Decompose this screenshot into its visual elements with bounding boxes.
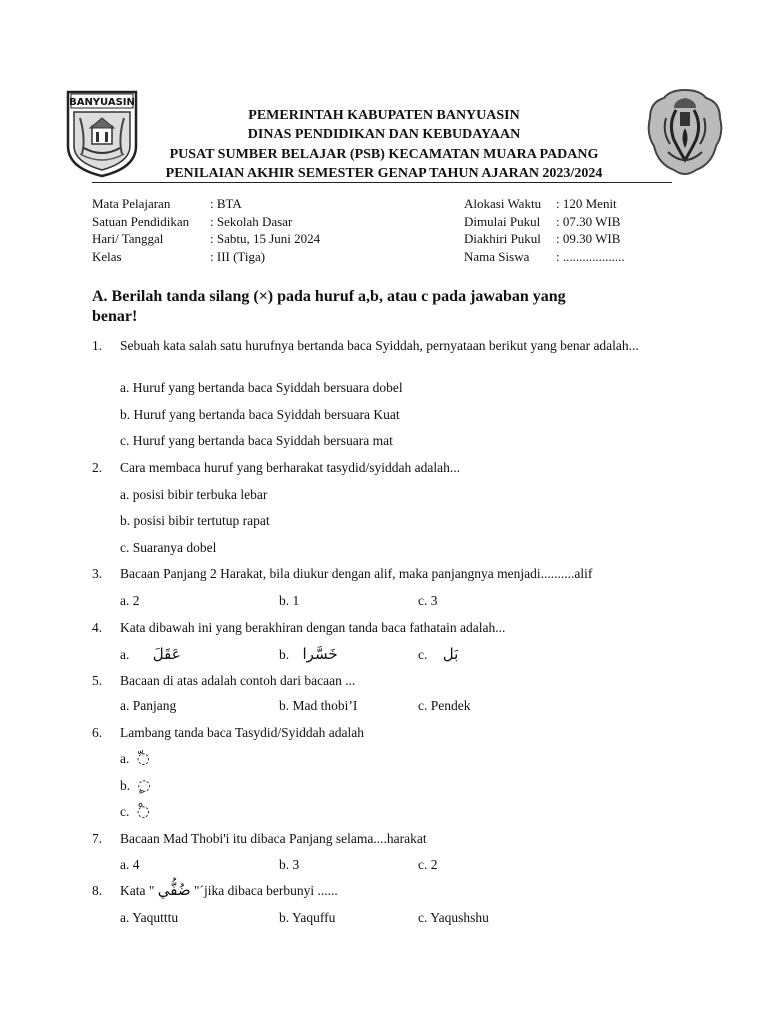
question-text: Sebuah kata salah satu hurufnya bertanda baca Syiddah, pernyataan berikut yang benar adalah...: [120, 338, 639, 353]
option-a[interactable]: a. عَقَلَ: [120, 645, 181, 663]
option-a[interactable]: a. Yaqutttu: [120, 910, 179, 925]
exam-info-right: [464, 195, 684, 265]
option-b[interactable]: b. Mad thobi’I: [279, 698, 358, 713]
tut-wuri-handayani-logo: [646, 88, 724, 178]
question-number: 8.: [92, 883, 103, 898]
option-c[interactable]: c. ◌ْ: [120, 802, 150, 820]
question-text: Bacaan Panjang 2 Harakat, bila diukur dengan alif, maka panjangnya menjadi..........alif: [120, 566, 593, 581]
info-row-end: Diakhiri Pukul : 09.30 WIB: [464, 231, 621, 246]
option-b[interactable]: b. posisi bibir tertutup rapat: [120, 513, 270, 528]
shadda-mark: ◌ّ: [136, 749, 150, 767]
option-c[interactable]: c. 2: [418, 857, 438, 872]
question-text: Kata dibawah ini yang berakhiran dengan tanda baca fathatain adalah...: [120, 620, 506, 635]
arabic-word-option-c: بَل: [442, 645, 459, 663]
question-number: 7.: [92, 831, 103, 846]
info-row-date: Hari/ Tanggal : Sabtu, 15 Juni 2024: [92, 231, 321, 246]
question-text: Bacaan di atas adalah contoh dari bacaan ...: [120, 673, 356, 688]
kasratain-mark: ◌ٍ: [137, 776, 151, 794]
option-b[interactable]: b. Yaquffu: [279, 910, 336, 925]
option-b[interactable]: b. 1: [279, 593, 300, 608]
question-number: 4.: [92, 620, 103, 635]
header-line-2: DINAS PENDIDIKAN DAN KEBUDAYAAN: [247, 127, 521, 142]
section-a-instruction-line-2: benar!: [92, 308, 138, 325]
option-b[interactable]: b. خَسَّرا: [279, 645, 338, 663]
section-a-instruction-line-1: A. Berilah tanda silang (×) pada huruf a,b, atau c pada jawaban yang: [92, 288, 566, 305]
option-c[interactable]: c. Huruf yang bertanda baca Syiddah bersuara mat: [120, 433, 393, 448]
option-c[interactable]: c. Suaranya dobel: [120, 540, 217, 555]
question-number: 2.: [92, 460, 103, 475]
option-c[interactable]: c. Yaqushshu: [418, 910, 489, 925]
exam-info-left: [92, 195, 392, 265]
question-text: Cara membaca huruf yang berharakat tasydid/syiddah adalah...: [120, 460, 460, 475]
option-c[interactable]: c. Pendek: [418, 698, 471, 713]
banyuasin-logo: [66, 88, 138, 178]
info-row-start: Dimulai Pukul : 07.30 WIB: [464, 213, 621, 229]
option-a[interactable]: a. 2: [120, 593, 140, 608]
arabic-word-option-a: عَقَلَ: [152, 645, 181, 663]
option-a[interactable]: a. 4: [120, 857, 140, 872]
svg-text:BANYUASIN: BANYUASIN: [69, 97, 135, 108]
info-row-duration: Alokasi Waktu : 120 Menit: [464, 196, 617, 211]
header-line-1: PEMERINTAH KABUPATEN BANYUASIN: [248, 108, 520, 123]
option-a[interactable]: a. ◌ّ: [120, 749, 150, 767]
info-row-subject: Mata Pelajaran : BTA: [92, 196, 242, 211]
option-c[interactable]: c. 3: [418, 593, 438, 608]
header-rule: [92, 182, 672, 183]
sukun-mark: ◌ْ: [136, 802, 150, 820]
header-line-4: PENILAIAN AKHIR SEMESTER GENAP TAHUN AJARAN 2023/2024: [165, 166, 603, 181]
info-row-school: Satuan Pendidikan : Sekolah Dasar: [92, 213, 293, 229]
option-a[interactable]: a. posisi bibir terbuka lebar: [120, 487, 268, 502]
question-text: Bacaan Mad Thobi'i itu dibaca Panjang selama....harakat: [120, 831, 427, 846]
header-line-3: PUSAT SUMBER BELAJAR (PSB) KECAMATAN MUARA PADANG: [169, 147, 599, 162]
question-number: 3.: [92, 566, 103, 581]
arabic-word: ضُفُّي: [157, 881, 191, 899]
option-a[interactable]: a. Huruf yang bertanda baca Syiddah bersuara dobel: [120, 380, 403, 395]
question-number: 5.: [92, 673, 103, 688]
option-b[interactable]: b. Huruf yang bertanda baca Syiddah bersuara Kuat: [120, 407, 400, 422]
option-c[interactable]: c. بَل: [418, 645, 459, 663]
question-number: 6.: [92, 725, 103, 740]
info-row-student-name[interactable]: Nama Siswa : ...................: [464, 248, 625, 264]
question-text: Kata " ضُفُّي "´jika dibaca berbunyi ......: [120, 881, 338, 899]
option-b[interactable]: b. ◌ٍ: [120, 776, 151, 794]
arabic-word-option-b: خَسَّرا: [302, 645, 338, 663]
info-row-class: Kelas : III (Tiga): [92, 248, 266, 264]
question-text: Lambang tanda baca Tasydid/Syiddah adalah: [120, 725, 364, 740]
option-b[interactable]: b. 3: [279, 857, 300, 872]
question-number: 1.: [92, 338, 103, 353]
option-a[interactable]: a. Panjang: [120, 698, 177, 713]
